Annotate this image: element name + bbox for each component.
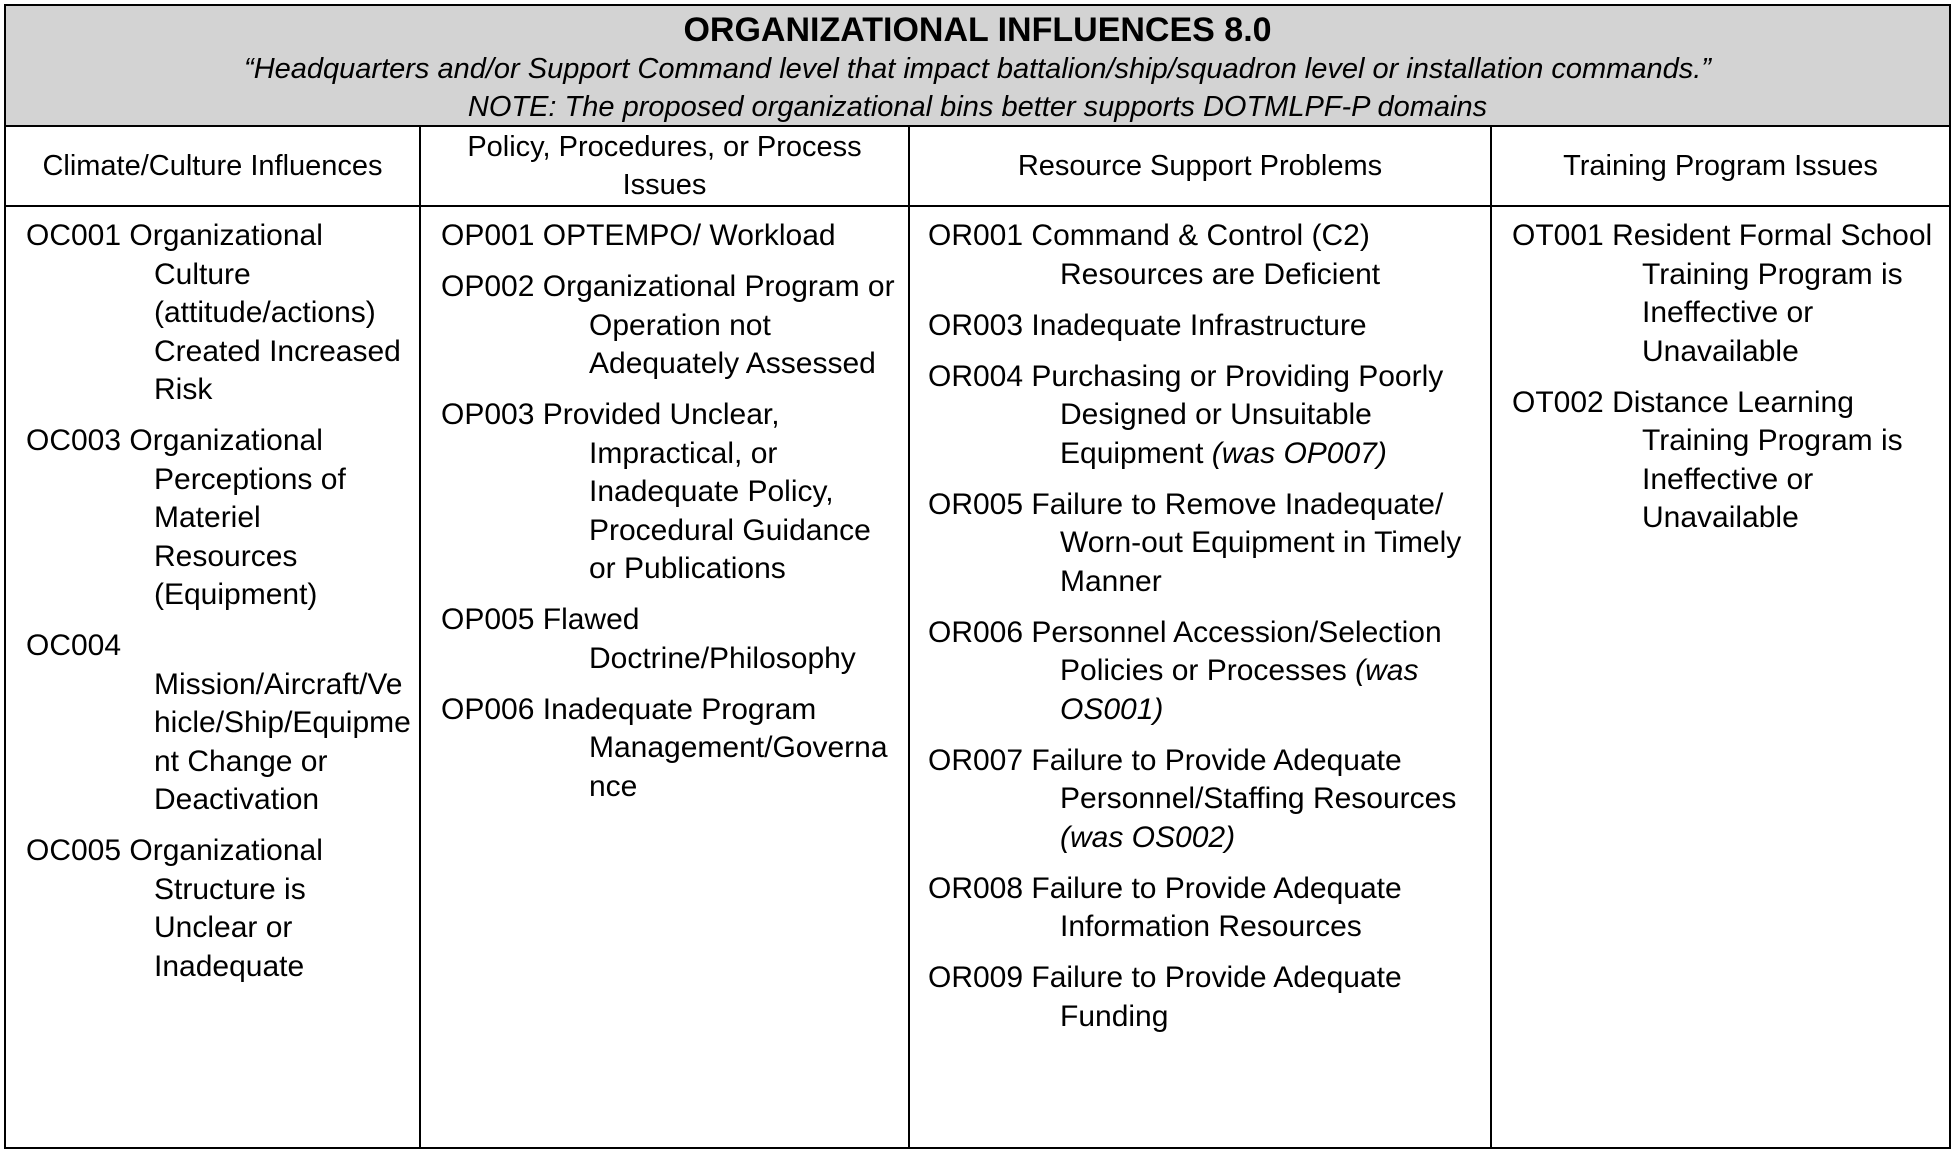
influence-code: OC001 [26,219,122,252]
influence-description: Inadequate Infrastructure [1031,308,1367,342]
column-policy-procedures [419,127,908,1147]
influence-description: Inadequate Program Management/Governance [542,692,888,803]
influence-code: OC004 [26,629,122,662]
influence-item [26,422,411,615]
influence-description: Failure to Provide Adequate Funding [1031,961,1402,1033]
influence-item [928,307,1478,346]
table-note: NOTE: The proposed organizational bins better supports DOTMLPF-P domains [467,91,1488,123]
column-header: Training Program Issues [1492,127,1949,207]
influence-description: Organizational Culture (attitude/actions) Created Increased Risk [129,219,401,406]
influence-description: Flawed Doctrine/Philosophy [542,603,856,675]
column-items [421,207,908,1147]
influence-code: OC005 [26,834,122,867]
influence-item [928,217,1478,294]
influence-code: OT002 [1512,385,1604,419]
table-subtitle: “Headquarters and/or Support Command level that impact battalion/ship/squadron level or installation commands.” [244,53,1711,85]
influence-item [441,601,896,678]
influence-description: Organizational Program or Operation not Adequately Assessed [542,270,895,380]
table-banner [6,6,1949,127]
influence-code: OR005 [928,487,1024,521]
influence-description: Purchasing or Providing Poorly Designed or Unsuitable Equipment [1031,359,1444,470]
column-header: Climate/Culture Influences [6,127,419,207]
column-training-program [1490,127,1949,1147]
influence-previous-code-note: (was OP007) [1211,436,1387,470]
influence-item [441,691,896,807]
influence-item [928,959,1478,1036]
influence-code: OR007 [928,743,1024,777]
influence-previous-code-note: (was OS002) [1060,820,1236,854]
influence-item [928,870,1478,947]
influence-description: Organizational Perceptions of Materiel Resources (Equipment) [129,424,346,611]
influence-item [928,486,1478,602]
influence-item [26,832,411,986]
influence-item [928,742,1478,858]
influence-code: OR006 [928,615,1024,649]
influence-code: OR008 [928,871,1024,905]
influence-item [928,358,1478,474]
influence-code: OP002 [441,270,535,303]
column-climate-culture [6,127,419,1147]
influence-code: OR004 [928,359,1024,393]
influence-item [441,217,896,256]
influence-previous-code-note: (was OS001) [1060,654,1419,726]
category-columns [6,127,1949,1147]
influence-description: Failure to Provide Adequate Information Resources [1031,871,1402,943]
influence-code: OR001 [928,219,1024,252]
column-resource-support [908,127,1490,1147]
influence-item [26,217,411,410]
influence-description: Mission/Aircraft/Vehicle/Ship/Equipment Change or Deactivation [154,667,411,816]
influence-description: Personnel Accession/Selection Policies or Processes [1031,615,1442,687]
influence-item [26,627,411,820]
influence-description: Provided Unclear, Impractical, or Inadequate Policy, Procedural Guidance or Publications [542,398,871,585]
column-items [6,207,419,1147]
influence-code: OR003 [928,308,1024,342]
influence-code: OC003 [26,424,122,457]
table-title: ORGANIZATIONAL INFLUENCES 8.0 [683,11,1272,49]
influence-code: OP001 [441,219,535,252]
influence-item [441,268,896,384]
influence-item [928,614,1478,730]
column-header: Resource Support Problems [910,127,1490,207]
column-items [910,207,1490,1147]
influence-code: OP005 [441,603,535,636]
influence-code: OP006 [441,692,535,726]
influence-description: Distance Learning Training Program is Ineffective or Unavailable [1612,385,1903,534]
influence-description: Failure to Provide Adequate Personnel/Staffing Resources [1031,743,1457,815]
column-items [1492,207,1949,1147]
influence-item [1512,217,1943,371]
influence-description: Command & Control (C2) Resources are Deficient [1031,219,1381,291]
organizational-influences-table [4,4,1951,1149]
influence-description: Failure to Remove Inadequate/ Worn-out Equipment in Timely Manner [1031,487,1462,598]
column-header: Policy, Procedures, or Process Issues [421,127,908,207]
influence-item [441,396,896,589]
influence-description: OPTEMPO/ Workload [542,219,836,252]
influence-description: Resident Formal School Training Program is Ineffective or Unavailable [1612,219,1933,368]
influence-item [1512,384,1943,538]
influence-code: OR009 [928,961,1024,994]
influence-code: OP003 [441,398,535,431]
influence-code: OT001 [1512,219,1604,252]
influence-description: Organizational Structure is Unclear or Inadequate [129,834,323,983]
